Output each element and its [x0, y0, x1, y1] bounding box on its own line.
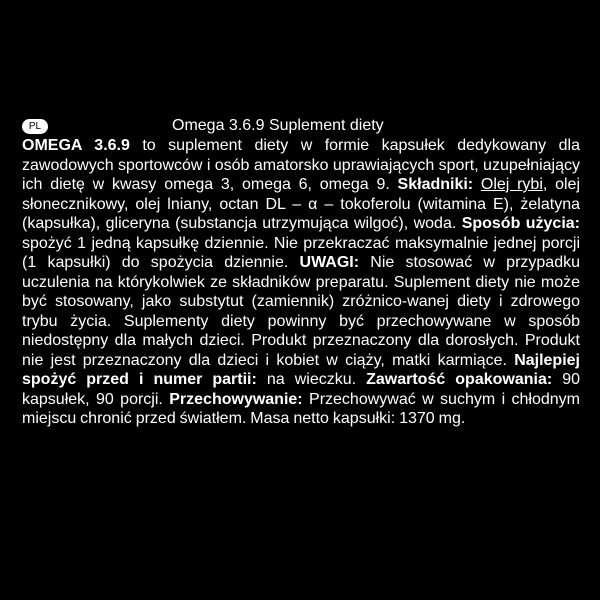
intro-text: to suplement diety w formie kapsułek dedykowany dla zawodowych sportowców i osób amatorsko uprawiających sport, uzupełniający ich dietę w kwasy omega 3, omega 6, omega 9.: [22, 137, 580, 193]
ingredients-text: , olej słonecznikowy, olej lniany, octan DL – α – tokoferolu (witamina E), żelatyna (kapsułka), gliceryna (substancja utrzymująca wilgoć), woda.: [22, 176, 581, 232]
usage-text: spożyć 1 jedną kapsułkę dziennie. Nie przekraczać maksymalnie jednej porcji (1 kapsułki) do spożycia dziennie.: [22, 234, 580, 271]
warnings-label: UWAGI:: [299, 254, 360, 271]
ingredients-label: Składniki:: [397, 176, 474, 193]
usage-label: Sposób użycia:: [461, 215, 580, 232]
product-name: OMEGA 3.6.9: [22, 137, 130, 154]
best-before-text: na wieczku.: [256, 371, 367, 388]
label-body: [22, 136, 580, 429]
ingredients-space: [473, 176, 481, 193]
ingredients-highlight: Olej rybi: [480, 176, 543, 193]
contents-text: 90 kapsułek, 90 porcji.: [22, 371, 581, 408]
label-title: Omega 3.6.9 Suplement diety: [172, 117, 384, 134]
contents-label: Zawartość opakowania:: [366, 371, 553, 388]
label-header: [22, 116, 580, 136]
supplement-label: [22, 116, 580, 429]
storage-label: Przechowywanie:: [169, 390, 303, 408]
best-before-label: Najlepiej spożyć przed i numer partii:: [22, 351, 580, 388]
warnings-text: Nie stosować w przypadku uczulenia na którykolwiek ze składników preparatu. Suplement diety nie może być stosowany, jako substytut (zamiennik) zróżnico-wanej diety i zdrowego trybu życia. Suplementy diety powinny być przechowywane w sposób niedostępny dla małych dzieci. Produkt przeznaczony dla dorosłych. Produkt nie jest przeznaczony dla dzieci i kobiet w ciąży, matki karmiące.: [22, 254, 581, 369]
storage-text: Przechowywać w suchym i chłodnym miejscu chronić przed światłem. Masa netto kapsułki: 1370 mg.: [22, 390, 581, 427]
language-badge: PL: [22, 119, 48, 134]
